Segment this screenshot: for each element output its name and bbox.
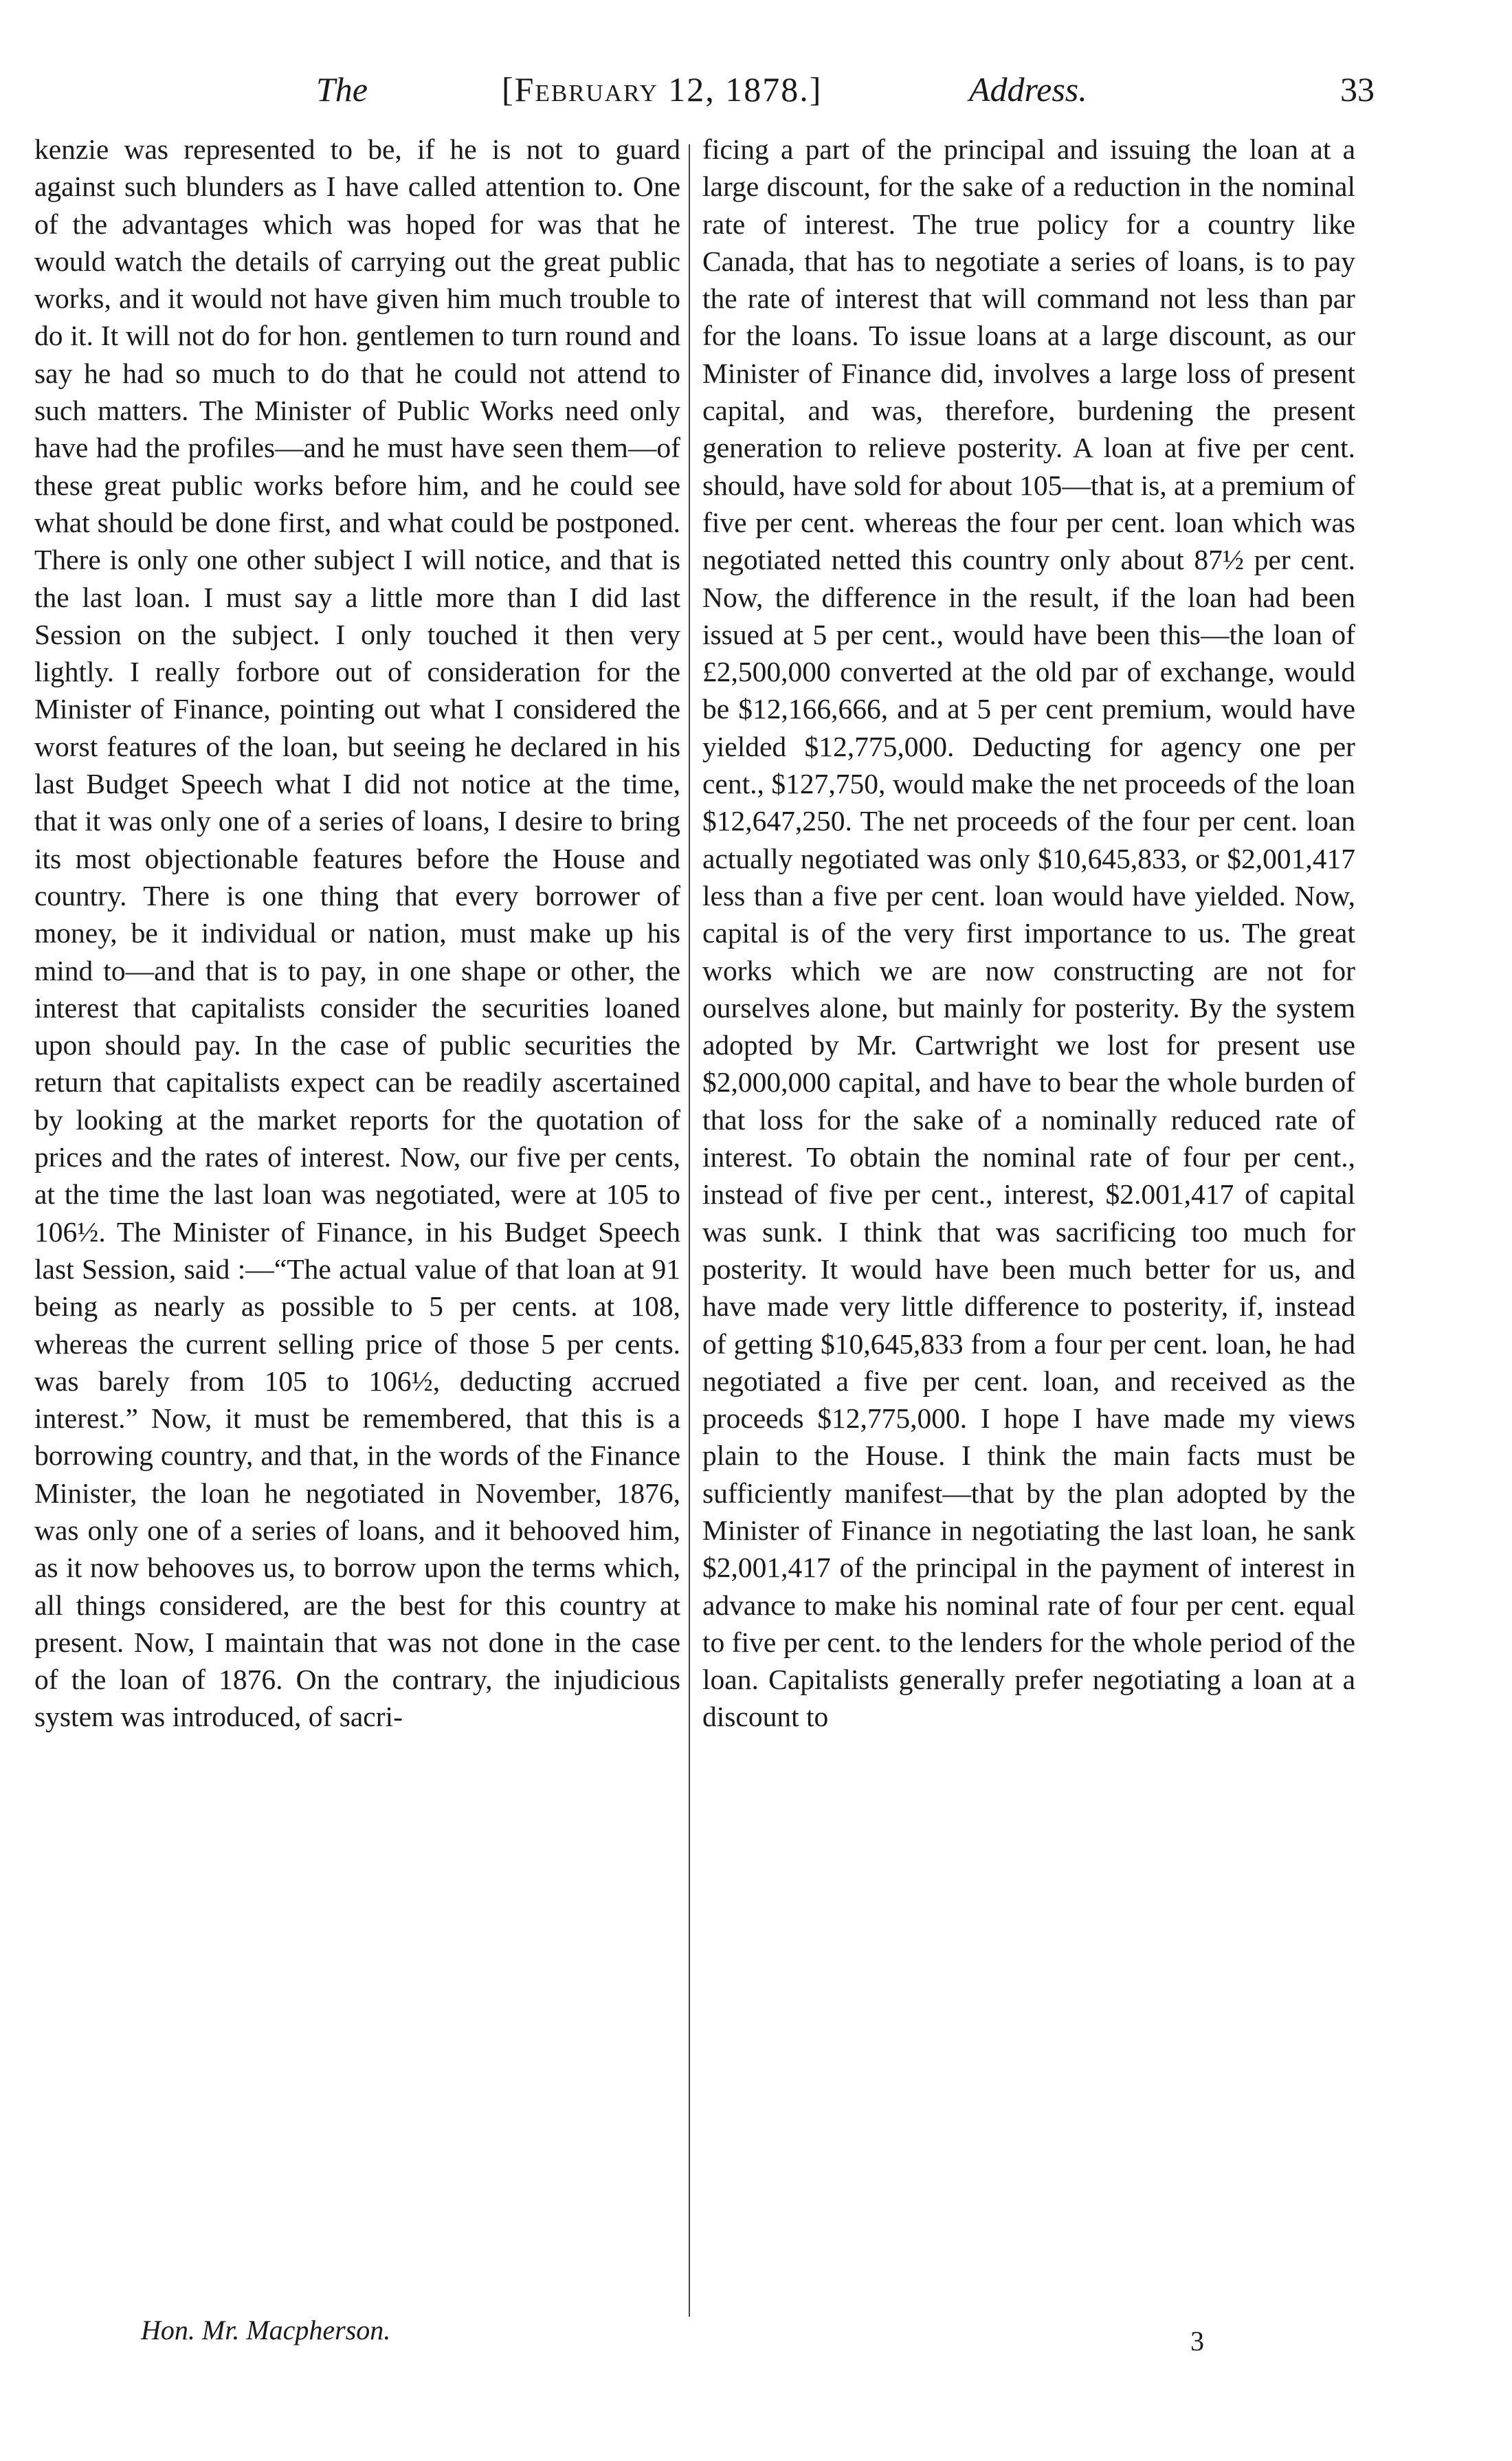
header-date-open: [ [502, 70, 515, 109]
right-column [702, 131, 1355, 1736]
header-date [502, 65, 822, 113]
signature-mark: 3 [1190, 2326, 1204, 2357]
header-right-title: Address. [969, 70, 1087, 109]
header-left-title: The [316, 70, 368, 109]
running-header [0, 65, 1512, 120]
speaker-footer: Hon. Mr. Macpherson. [141, 2315, 391, 2346]
header-date-rest: 12, 1878.] [658, 70, 823, 109]
right-column-text: ficing a part of the principal and issuing the loan at a large discount, for the sake of a reduction in the nominal rate of interest. The true policy for a country like Canada, that has to negotiate a series of loans, is to pay the rate of interest that will command not less than par for the loans. To issue loans at a large discount, as our Minister of Finance did, involves a large loss of present capital, and was, therefore, burdening the present generation to relieve posterity. A loan at five per cent. should, have sold for about 105—that is, at a premium of five per cent. whereas the four per cent. loan which was negotiated netted this country only about 87½ per cent. Now, the difference in the result, if the loan had been issued at 5 per cent., would have been this—the loan of £2,500,000 converted at the old par of exchange, would be $12,166,666, and at 5 per cent premium, would have yielded $12,775,000. Deducting for agency one per cent., $127,750, would make the net proceeds of the loan $12,647,250. The net proceeds of the four per cent. loan actually negotiated was only $10,645,833, or $2,001,417 less than a five per cent. loan would have yielded. Now, capital is of the very first importance to us. The great works which we are now constructing are not for ourselves alone, but mainly for posterity. By the system adopted by Mr. Cartwright we lost for present use $2,000,000 capital, and have to bear the whole burden of that loss for the sake of a nominally reduced rate of interest. To obtain the nominal rate of four per cent., instead of five per cent., interest, $2.001,417 of capital was sunk. I think that was sacrificing too much for posterity. It would have been much better for us, and have made very little difference to posterity, if, instead of getting $10,645,833 from a four per cent. loan, he had negotiated a five per cent. loan, and received as the proceeds $12,775,000. I hope I have made my views plain to the House. I think the main facts must be sufficiently manifest—that by the plan adopted by the Minister of Finance in negotiating the last loan, he sank $2,001,417 of the principal in the payment of interest in advance to make his nominal rate of four per cent. equal to five per cent. to the lenders for the whole period of the loan. Capitalists generally prefer negotiating a loan at a discount to [702, 133, 1355, 1733]
header-date-month: February [514, 70, 658, 109]
column-divider [689, 144, 690, 2317]
page-number: 33 [1340, 70, 1375, 109]
left-column-text: kenzie was represented to be, if he is not to guard against such blunders as I have called attention to. One of the advantages which was hoped for was that he would watch the details of carrying out the great public works, and it would not have given him much trouble to do it. It will not do for hon. gentlemen to turn round and say he had so much to do that he could not attend to such matters. The Minister of Public Works need only have had the profiles—and he must have seen them—of these great public works before him, and he could see what should be done first, and what could be postponed. There is only one other subject I will notice, and that is the last loan. I must say a little more than I did last Session on the subject. I only touched it then very lightly. I really forbore out of consideration for the Minister of Finance, pointing out what I considered the worst features of the loan, but seeing he declared in his last Budget Speech what I did not notice at the time, that it was only one of a series of loans, I desire to bring its most objectionable features before the House and country. There is one thing that every borrower of money, be it individual or nation, must make up his mind to—and that is to pay, in one shape or other, the interest that capitalists consider the securities loaned upon should pay. In the case of public securities the return that capitalists expect can be readily ascertained by looking at the market reports for the quotation of prices and the rates of interest. Now, our five per cents, at the time the last loan was negotiated, were at 105 to 106½. The Minister of Finance, in his Budget Speech last Session, said :—“The actual value of that loan at 91 being as nearly as possible to 5 per cents. at 108, whereas the current selling price of those 5 per cents. was barely from 105 to 106½, deducting accrued interest.” Now, it must be remembered, that this is a borrowing country, and that, in the words of the Finance Minister, the loan he negotiated in November, 1876, was only one of a series of loans, and it behooved him, as it now behooves us, to borrow upon the terms which, all things considered, are the best for this country at present. Now, I maintain that was not done in the case of the loan of 1876. On the contrary, the injudicious system was introduced, of sacri- [34, 133, 680, 1733]
left-column [34, 131, 680, 1736]
